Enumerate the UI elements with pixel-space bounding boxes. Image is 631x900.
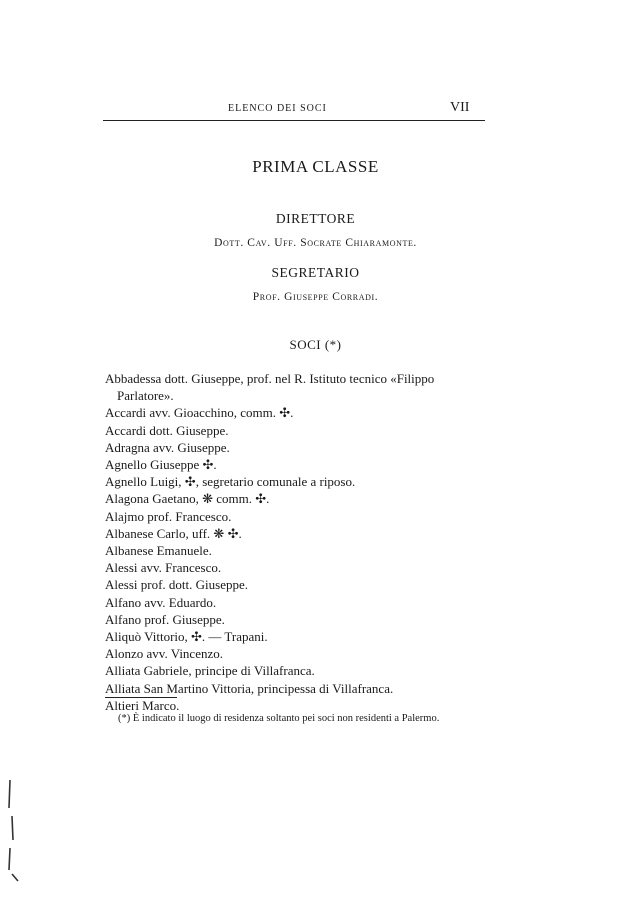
director-name: Dott. Cav. Uff. Socrate Chiaramonte. [214,237,417,249]
member-entry: Albanese Emanuele. [105,543,212,559]
members-list [105,370,490,714]
member-entry: Altieri Marco. [105,697,180,713]
header-rule [103,120,485,121]
member-entry: Adragna avv. Giuseppe. [105,439,230,455]
member-entry: Alessi avv. Francesco. [105,560,222,576]
director-heading: DIRETTORE [275,211,356,226]
member-entry: Agnello Giuseppe ✣. [105,457,217,473]
secretary-name: Prof. Giuseppe Corradi. [252,291,379,303]
member-entry: Alonzo avv. Vincenzo. [105,646,223,662]
running-head: ELENCO DEI SOCI [228,103,327,114]
member-entry: Alliata San Martino Vittoria, principessa di Villafranca. [105,680,394,696]
member-entry: Accardi dott. Giuseppe. [105,422,229,438]
footnote-rule [105,697,177,698]
binding-edge-mark [4,778,20,883]
member-entry: Alliata Gabriele, principe di Villafranca. [105,663,315,679]
member-entry: Abbadessa dott. Giuseppe, prof. nel R. Istituto tecnico «Filippo Parlatore». [105,371,435,404]
member-entry: Alfano avv. Eduardo. [105,594,217,610]
member-entry: Albanese Carlo, uff. ❋ ✣. [105,525,242,541]
page-number: VII [450,100,470,115]
members-heading: SOCI (*) [289,337,342,352]
member-entry: Alessi prof. dott. Giuseppe. [105,577,248,593]
footnote: (*) È indicato il luogo di residenza soltanto pei soci non residenti a Palermo. [118,713,440,724]
member-entry: Aliquò Vittorio, ✣. — Trapani. [105,629,268,645]
class-title: PRIMA CLASSE [252,157,379,176]
member-entry: Alfano prof. Giuseppe. [105,611,225,627]
secretary-heading: SEGRETARIO [271,265,360,280]
member-entry: Alagona Gaetano, ❋ comm. ✣. [105,491,270,507]
member-entry: Agnello Luigi, ✣, segretario comunale a riposo. [105,474,356,490]
member-entry: Accardi avv. Gioacchino, comm. ✣. [105,405,294,421]
member-entry: Alajmo prof. Francesco. [105,508,232,524]
